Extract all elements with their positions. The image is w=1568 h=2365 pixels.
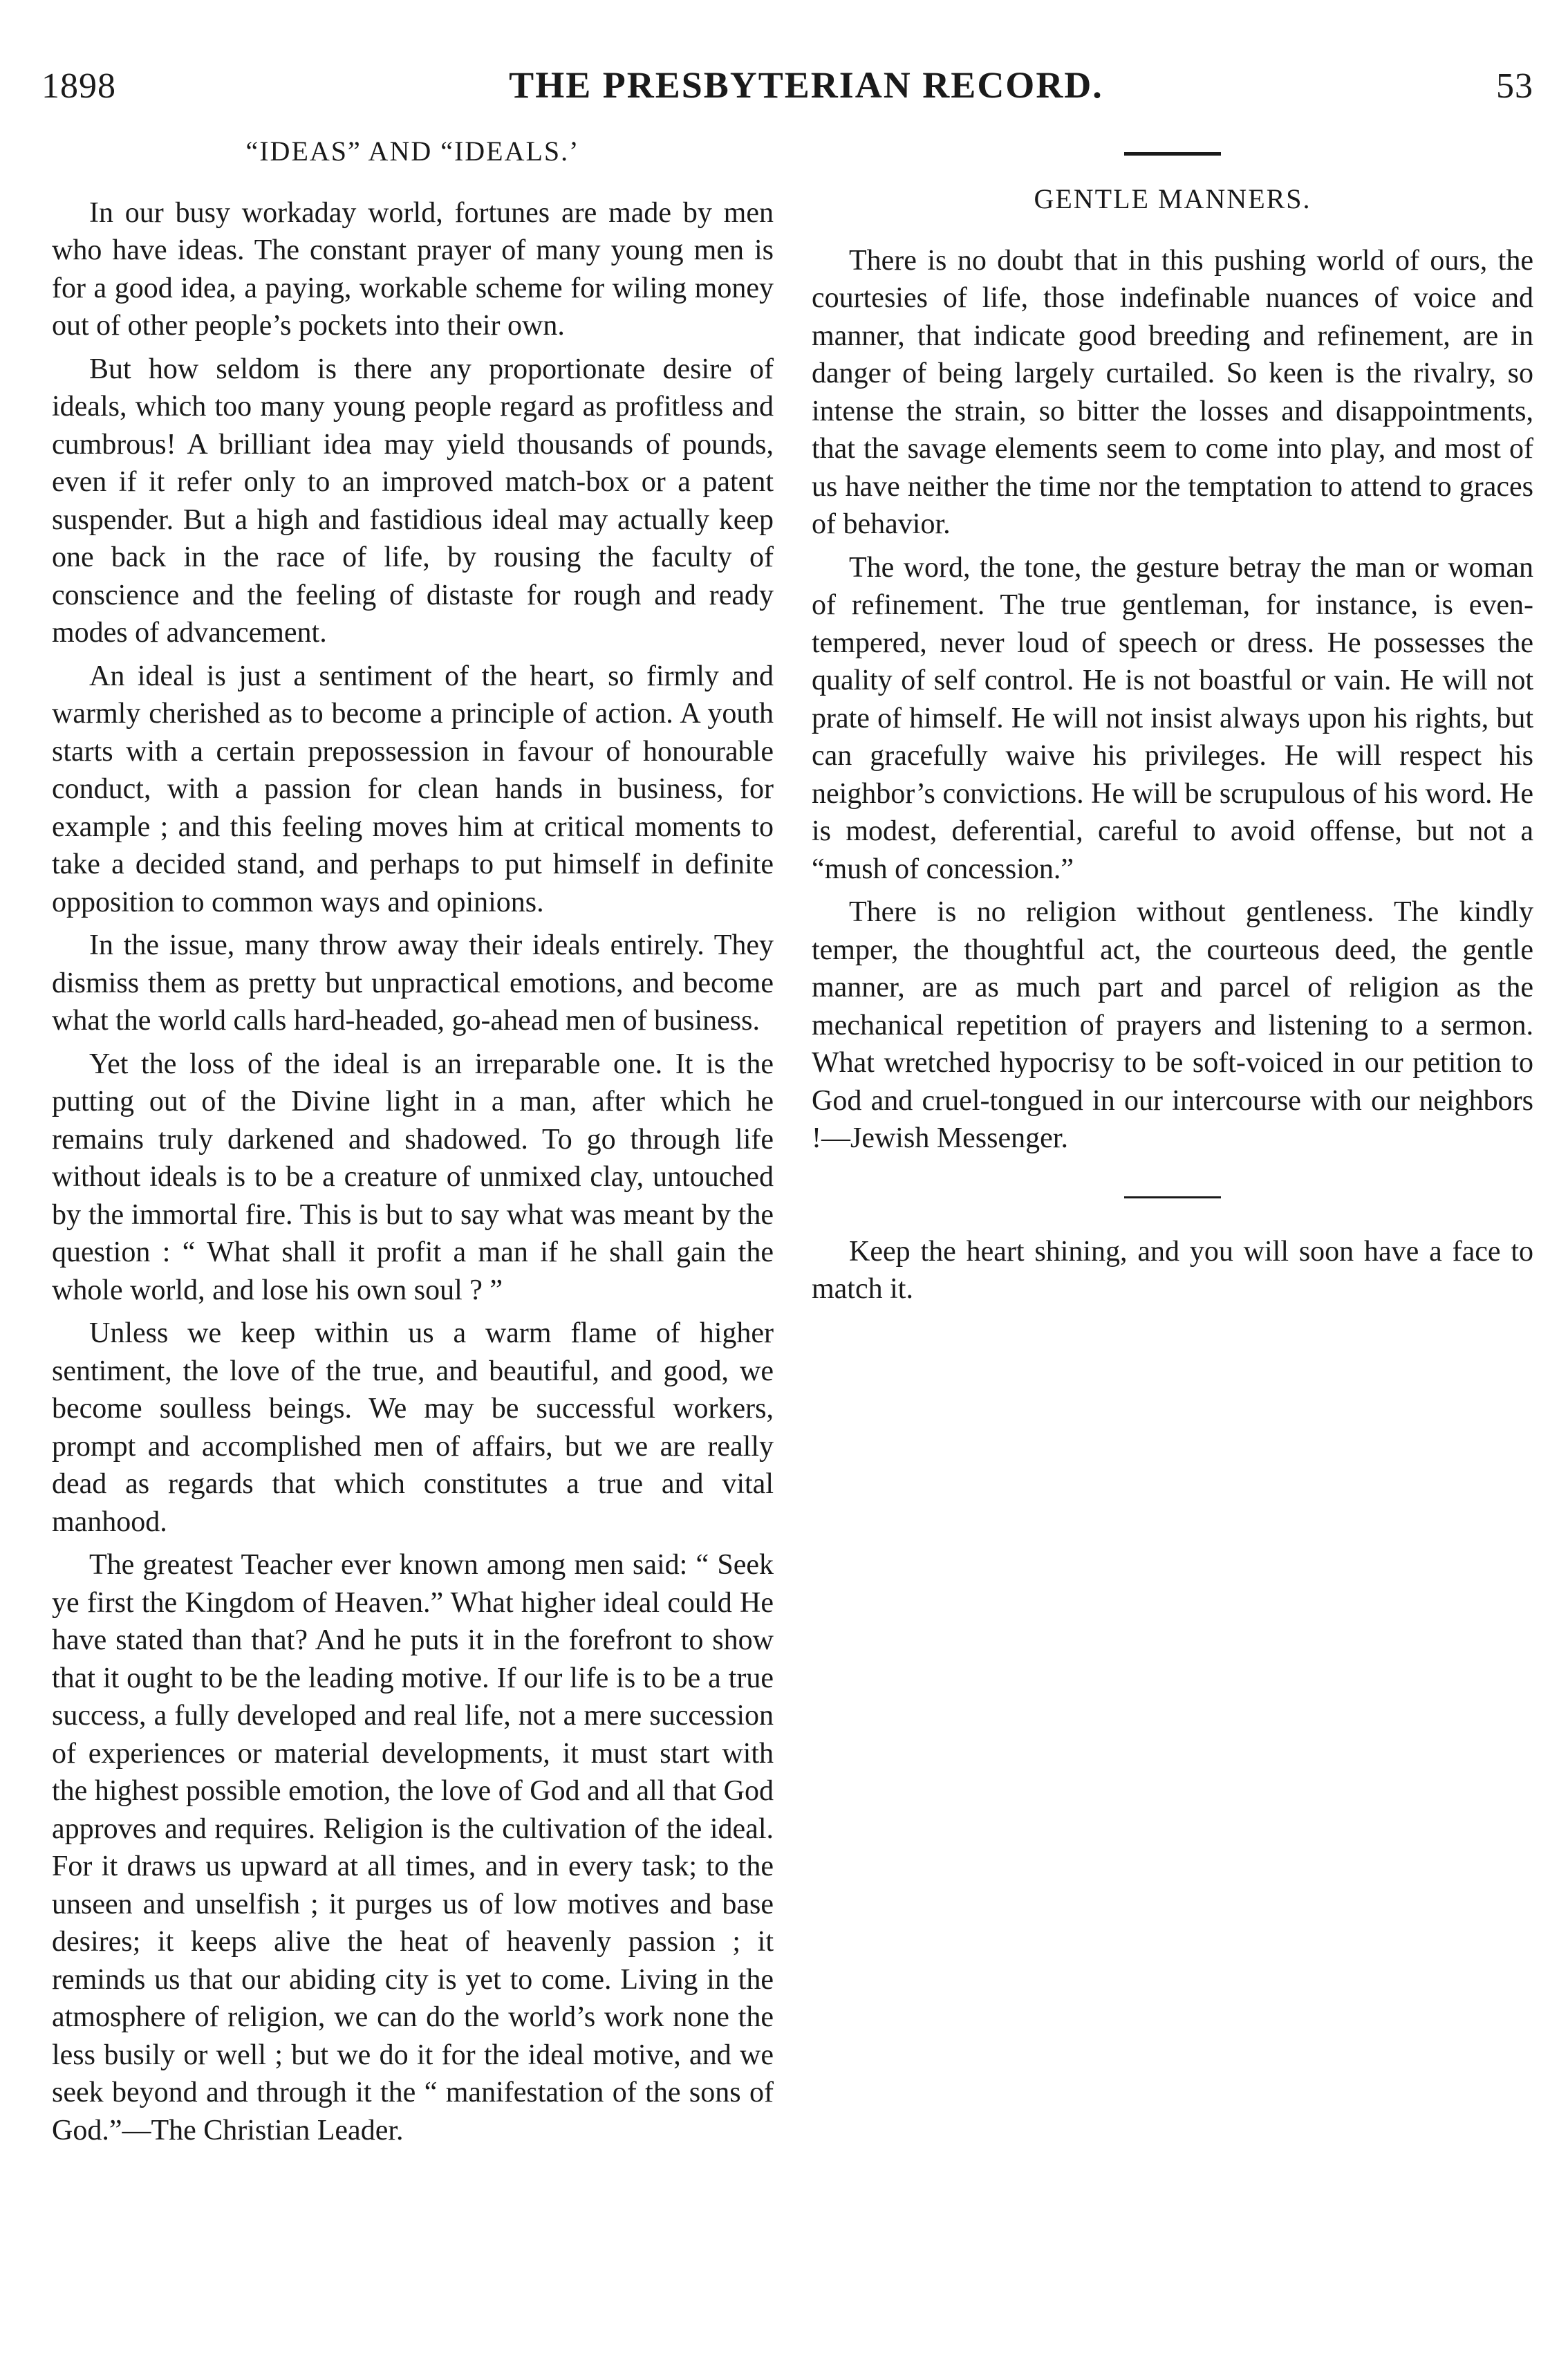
page-header bbox=[41, 64, 1533, 119]
closing-line: Keep the heart shining, and you will soon have a face to match it. bbox=[812, 1235, 1533, 1305]
article-paragraph: The greatest Teacher ever known among men said: “ Seek ye first the Kingdom of Heaven.” What higher ideal could He have stated than that? And he puts it in the forefront to show that it ought to be the leading motive. If our life is to be a true success, a fully developed and real life, not a mere succession of experiences or material developments, it must start with the highest possible emotion, the love of God and all that God approves and requires. Religion is the cultivation of the ideal. For it draws us upward at all times, and in every task; to the unseen and unselfish ; it purges us of low motives and base desires; it keeps alive the heat of heavenly passion ; it reminds us that our abiding city is yet to come. Living in the atmosphere of religion, we can do the world’s work none the less busily or well ; but we do it for the ideal motive, and we seek beyond and through it the “ manifestation of the sons of God.”—The Christian Leader. bbox=[52, 1549, 774, 2146]
section-divider bbox=[1124, 1196, 1221, 1198]
header-year: 1898 bbox=[41, 66, 116, 106]
article-paragraph: But how seldom is there any proportionate desire of ideals, which too many young people regard as profitless and cumbrous! A brilliant idea may yield thousands of pounds, even if it refer only to an improved match-box or a patent suspender. But a high and fastidious ideal may actually keep one back in the race of life, by rousing the faculty of conscience and the feeling of distaste for rough and ready modes of advancement. bbox=[52, 353, 774, 649]
section-divider bbox=[1124, 152, 1221, 156]
article-paragraph: There is no religion without gentleness. The kindly temper, the thoughtful act, the courteous deed, the gentle manner, are as much part and parcel of religion as the mechanical repetition of prayers and listening to a sermon. What wretched hypocrisy to be soft-voiced in our petition to God and cruel-tongued in our intercourse with our neighbors !—Jewish Messenger. bbox=[812, 896, 1533, 1154]
publication-title: THE PRESBYTERIAN RECORD. bbox=[509, 64, 1103, 106]
right-column bbox=[812, 133, 1533, 2337]
article-paragraph: Unless we keep within us a warm flame of higher sentiment, the love of the true, and beautiful, and good, we become soulless beings. We may be successful workers, prompt and accomplished men of affairs, but we are really dead as regards that which constitutes a true and vital manhood. bbox=[52, 1317, 774, 1538]
left-column bbox=[52, 133, 774, 2337]
article-paragraph: Yet the loss of the ideal is an irreparable one. It is the putting out of the Divine light in a man, after which he remains truly darkened and shadowed. To go through life without ideals is to be a creature of unmixed clay, untouched by the immortal fire. This is but to say what was meant by the question : “ What shall it profit a man if he shall gain the whole world, and lose his own soul ? ” bbox=[52, 1048, 774, 1306]
article-paragraph: The word, the tone, the gesture betray the man or woman of refinement. The true gentleman, for instance, is even-tempered, never loud of speech or dress. He possesses the quality of self control. He is not boastful or vain. He will not prate of himself. He will not insist always upon his rights, but can gracefully waive his privileges. He will respect his neighbor’s convictions. He will be scrupulous of his word. He is modest, deferential, careful to avoid offense, but not a “mush of concession.” bbox=[812, 551, 1533, 885]
article-paragraph: An ideal is just a sentiment of the heart, so firmly and warmly cherished as to become a principle of action. A youth starts with a certain prepossession in favour of honourable conduct, with a passion for clean hands in business, for example ; and this feeling moves him at critical moments to take a decided stand, and perhaps to put himself in definite opposition to common ways and opinions. bbox=[52, 660, 774, 918]
article-title-ideas: “IDEAS” AND “IDEALS.’ bbox=[245, 136, 580, 167]
article-title-gentle-manners: GENTLE MANNERS. bbox=[1034, 183, 1312, 214]
text-columns bbox=[52, 133, 1533, 2337]
article-paragraph: In the issue, many throw away their ideals entirely. They dismiss them as pretty but unpractical emotions, and become what the world calls hard-headed, go-ahead men of business. bbox=[52, 929, 774, 1037]
article-paragraph: There is no doubt that in this pushing world of ours, the courtesies of life, those indefinable nuances of voice and manner, that indicate good breeding and refinement, are in danger of being largely curtailed. So keen is the rivalry, so intense the strain, so bitter the losses and disappointments, that the savage elements seem to come into play, and most of us have neither the time nor the temptation to attend to graces of behavior. bbox=[812, 244, 1533, 540]
article-paragraph: In our busy workaday world, fortunes are made by men who have ideas. The constant prayer of many young men is for a good idea, a paying, workable scheme for wiling money out of other people’s pockets into their own. bbox=[52, 196, 774, 342]
page-number: 53 bbox=[1495, 66, 1533, 106]
